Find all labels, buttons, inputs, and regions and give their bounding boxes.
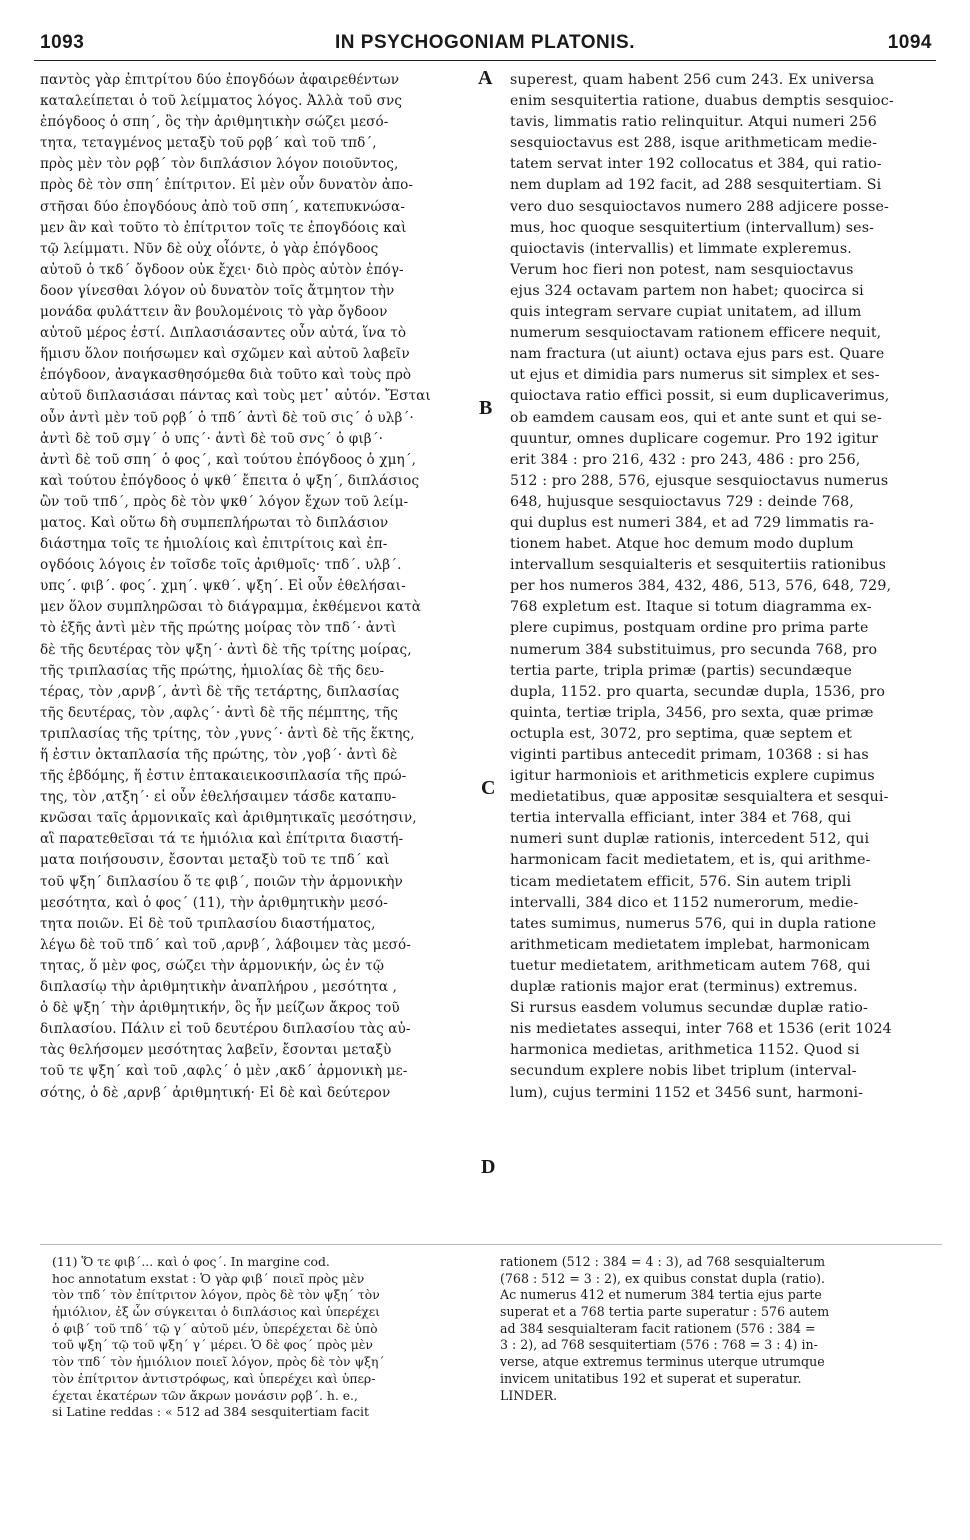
latin-text-line: harmonicam facit medietatem, et is, qui arithme- (510, 852, 871, 869)
footnote-line: si Latine reddas : « 512 ad 384 sesquitertiam facit (52, 1404, 369, 1420)
greek-text-line: αἳ παρατεθεῖσαι τά τε ἡμιόλια καὶ ἐπίτριτα διαστή- (40, 831, 404, 848)
latin-text-line: quuntur, omnes duplicare cogemur. Pro 192 igitur (510, 430, 879, 447)
latin-text-line: nam fractura (ut aiunt) octava ejus pars est. Quare (510, 346, 885, 363)
latin-text-line: secundum explere nobis libet triplum (interval- (510, 1063, 857, 1080)
latin-text-line: harmonica medietas, arithmetica 1152. Quod si (510, 1042, 860, 1059)
latin-text-line: numeri sunt duplæ rationis, intercedent 512, qui (510, 831, 870, 848)
latin-text-line: superest, quam habent 256 cum 243. Ex universa (510, 72, 875, 88)
footnote-line: τοῦ ψξη΄ τῷ τοῦ ψξη΄ γ΄ μέρει. Ὁ δὲ φος΄ πρὸς μὲν (52, 1337, 373, 1353)
footnote-line: τὸν ἐπίτριτον ἀντιστρόφως, καὶ ὑπερέχει καὶ ὑπερ- (52, 1370, 376, 1386)
latin-text-line: numerum sesquioctavam rationem efficere nequit, (510, 325, 882, 342)
greek-text-line: τοῦ τε ψξη΄ καὶ τοῦ ,αφλς΄ ὁ μὲν ,ακδ΄ ἁρμονικὴ με- (40, 1063, 408, 1080)
footnote-line: verse, atque extremus terminus uterque utrumque (500, 1354, 825, 1370)
footnote-line: ad 384 sesquialteram facit rationem (576 : 384 = (500, 1320, 816, 1336)
running-title: IN PSYCHOGONIAM PLATONIS. (335, 32, 635, 53)
latin-text-line: arithmeticam medietatem implebat, harmonicam (510, 936, 870, 953)
latin-text-line: quis integram servare cupiat unitatem, ad illum (510, 304, 862, 321)
latin-text-line: 512 : pro 288, 576, ejusque sesquioctavus numerus (510, 472, 889, 489)
greek-text-line: διπλασίου. Πάλιν εἰ τοῦ δευτέρου διπλασίου τὰς αὐ- (40, 1021, 411, 1038)
latin-text-line: tavis, limmatis ratio relinquitur. Atqui numeri 256 (510, 114, 877, 131)
greek-text-line: τητας, ὅ μὲν φος, σώζει τὴν ἁρμονικήν, ὡς ἐν τῷ (40, 957, 385, 974)
latin-text-line: mus, hoc quoque sesquitertium (intervallum) ses- (510, 219, 875, 236)
greek-text-line: αὐτοῦ ὁ τκδ΄ ὄγδοον οὐκ ἔχει· διὸ πρὸς αὐτὸν ἐπόγ- (40, 261, 404, 278)
greek-text-line: τητα, τεταγμένος μεταξὺ τοῦ ρϙβ΄ καὶ τοῦ τπδ΄, (40, 135, 377, 152)
greek-text-line: ἐπόγδοον, ἀναγκασθησόμεθα διὰ τοῦτο καὶ τοὺς πρὸ (40, 367, 412, 384)
greek-text-line: τῆς ἑβδόμης, ἥ ἐστιν ἑπτακαιεικοσιπλασία τῆς πρώ- (40, 768, 407, 785)
latin-text-line: nem duplam ad 192 facit, ad 288 sesquitertiam. Si (510, 177, 882, 194)
latin-text-line: plere cupimus, postquam ordine pro prima parte (510, 620, 869, 637)
greek-text-line: μεν ἂν καὶ τοῦτο τὸ ἐπίτριτον τοῖς τε ἐπογδόοις καὶ (40, 219, 407, 236)
greek-text-line: πρὸς μὲν τὸν ρϙβ΄ τὸν διπλάσιον λόγον ποιοῦντος, (40, 156, 399, 173)
latin-text-line: 648, hujusque sesquioctavus 729 : deinde 768, (510, 493, 854, 510)
latin-text-line: dupla, 1152. pro quarta, secundæ dupla, 1536, pro (510, 683, 886, 700)
latin-text-line: ticam medietatem efficit, 576. Sin autem tripli (510, 873, 852, 890)
greek-text-line: ματος. Καὶ οὕτω δὴ συμπεπλήρωται τὸ διπλάσιον (40, 514, 389, 531)
latin-text-column (510, 70, 942, 1104)
footnote-line: superat et a 768 tertia parte superatur : 576 autem (500, 1304, 830, 1320)
latin-text-line: qui duplus est numeri 384, et ad 729 limmatis ra- (510, 514, 875, 531)
latin-text-line: tatem servat inter 192 collocatus et 384, qui ratio- (510, 156, 882, 173)
greek-text-line: τριπλασίας τῆς τρίτης, τὸν ,γυνς΄· ἀντὶ δὲ τῆς ἕκτης, (40, 725, 415, 742)
latin-text-line: viginti partibus antecedit primam, 10368 : si has (510, 747, 869, 763)
footnote-line: (11) Ὅ τε φιβ΄... καὶ ὁ φος΄. In margine cod. (52, 1254, 330, 1269)
greek-text-line: σότης, ὁ δὲ ,αρνβ΄ ἀριθμητική· Εἰ δὲ καὶ δεύτερον (40, 1084, 391, 1101)
footnote-latin-column (500, 1254, 940, 1404)
greek-text-line: πρὸς δὲ τὸν σπη΄ ἐπίτριτον. Εἰ μὲν οὖν δυνατὸν ἀπο- (40, 177, 414, 194)
running-header (34, 30, 936, 61)
footnote-line: hoc annotatum exstat : Ὁ γὰρ φιβ΄ ποιεῖ πρὸς μὲν (52, 1270, 365, 1286)
greek-text-line: καὶ τούτου ἐπόγδοος ὁ ψκθ΄ ἔπειτα ὁ ψξη΄, διπλάσιος (40, 472, 420, 489)
greek-text-line: τητα ποιῶν. Εἰ δὲ τοῦ τριπλασίου διαστήματος, (40, 915, 376, 932)
latin-text-line: tionem habet. Atque hoc demum modo duplum (510, 536, 854, 553)
latin-text-line: tertia intervalla efficiant, inter 384 et 768, qui (510, 810, 852, 827)
footnote-greek-column (52, 1254, 492, 1421)
latin-text-line: Verum hoc fieri non potest, nam sesquioctavus (510, 261, 854, 278)
footnote-line: rationem (512 : 384 = 4 : 3), ad 768 sesquialterum (500, 1254, 826, 1269)
latin-text-line: duplæ rationis major erat (terminus) extremus. (510, 979, 858, 996)
page-number-left: 1093 (40, 32, 85, 53)
latin-text-line: erit 384 : pro 216, 432 : pro 243, 486 : pro 256, (510, 451, 861, 468)
latin-text-line: ut ejus et dimidia pars numerus sit simplex et ses- (510, 367, 880, 384)
latin-text-line: quinta, tertiæ tripla, 3456, pro sexta, quæ primæ (510, 704, 874, 721)
greek-text-line: υπς΄. φιβ΄. φος΄. χμη΄. ψκθ΄. ψξη΄. Εἰ οὖν ἐθελήσαι- (40, 578, 406, 595)
latin-text-line: igitur harmoniois et arithmeticis explere cupimus (510, 768, 875, 785)
greek-text-line: ματα ποιήσουσιν, ἔσονται μεταξὺ τοῦ τε τπδ΄ καὶ (40, 852, 390, 869)
margin-letter-b: B (479, 397, 493, 419)
footnote-divider (40, 1244, 942, 1245)
latin-text-line: vero duo sesquioctavos numero 288 adjicere posse- (510, 198, 890, 215)
greek-text-line: τῷ λείμματι. Νῦν δὲ οὐχ οἷόντε, ὁ γὰρ ἐπόγδοος (40, 240, 379, 257)
greek-text-line: κνῶσαι ταῖς ἁρμονικαῖς καὶ ἀριθμητικαῖς μεσότησιν, (40, 810, 417, 827)
greek-text-line: ογδόοις λόγοις ἐν τοῖσδε τοῖς ἀριθμοῖς· τπδ΄. υλβ΄. (40, 557, 402, 574)
greek-text-line: στῆσαι δύο ἐπογδόους ἀπὸ τοῦ σπη΄, κατεπυκνώσα- (40, 198, 406, 215)
latin-text-line: 768 expletum est. Itaque si totum diagramma ex- (510, 599, 872, 616)
greek-text-line: τοῦ ψξη΄ διπλασίου ὅ τε φιβ΄, ποιῶν τὴν ἁρμονικὴν (40, 873, 403, 890)
latin-text-line: ejus 324 octavam partem non habet; quocirca si (510, 282, 864, 299)
latin-text-line: Si rursus easdem volumus secundæ duplæ ratio- (510, 1000, 868, 1017)
greek-text-line: ὁ δὲ ψξη΄ τὴν ἀριθμητικήν, ὃς ἦν μείζων ἄκρος τοῦ (40, 1000, 400, 1017)
latin-text-line: medietatibus, quæ appositæ sesquialtera et sesqui- (510, 789, 889, 806)
latin-text-line: lum), cujus termini 1152 et 3456 sunt, harmoni- (510, 1084, 864, 1101)
greek-text-column (40, 70, 480, 1104)
margin-letter-c: C (481, 777, 496, 799)
greek-text-line: τέρας, τὸν ,αρνβ΄, ἀντὶ δὲ τῆς τετάρτης, διπλασίας (40, 683, 400, 700)
footnote-line: 3 : 2), ad 768 sesquitertiam (576 : 768 = 3 : 4) in- (500, 1337, 818, 1353)
greek-text-line: τῆς τριπλασίας τῆς πρώτης, ἡμιολίας δὲ τῆς δευ- (40, 662, 385, 679)
greek-text-line: δοον γίνεσθαι λόγον οὐ δυνατὸν τοῖς ἄτμητον τὴν (40, 282, 395, 299)
greek-text-line: ἀντὶ δὲ τοῦ σμγ΄ ὁ υπς΄· ἀντὶ δὲ τοῦ σνς΄ ὁ φιβ΄· (40, 430, 384, 447)
greek-text-line: δὲ τῆς δευτέρας τὸν ψξη΄· ἀντὶ δὲ τῆς τρίτης μοίρας, (40, 641, 412, 658)
greek-text-line: ὢν τοῦ τπδ΄, πρὸς δὲ τὸν ψκθ΄ λόγον ἔχων τοῦ λείμ- (40, 493, 409, 510)
latin-text-line: enim sesquitertia ratione, duabus demptis sesquioc- (510, 93, 894, 110)
footnote-line: Ac numerus 412 et numerum 384 tertia ejus parte (500, 1287, 822, 1303)
greek-text-line: μονάδα φυλάττειν ἂν βουλομένοις τὸ γὰρ ὄγδοον (40, 304, 388, 321)
greek-text-line: μεν ὅλον συμπληρῶσαι τὸ διάγραμμα, ἐκθέμενοι κατὰ (40, 599, 422, 616)
greek-text-line: ἐπόγδοος ὁ σπη΄, ὃς τὴν ἀριθμητικὴν σώζει μεσό- (40, 114, 389, 131)
page-number-right: 1094 (887, 32, 932, 53)
greek-text-line: οὖν ἀντὶ μὲν τοῦ ρϙβ΄ ὁ τπδ΄ ἀντὶ δὲ τοῦ σις΄ ὁ υλβ΄· (40, 409, 414, 426)
latin-text-line: nis medietates assequi, inter 768 et 1536 (erit 1024 (510, 1021, 892, 1038)
footnote-line: LINDER. (500, 1387, 558, 1403)
greek-text-line: καταλείπεται ὁ τοῦ λείμματος λόγος. Ἀλλὰ τοῦ σνς (40, 93, 403, 110)
greek-text-line: παντὸς γὰρ ἐπιτρίτου δύο ἐπογδόων ἀφαιρεθέντων (40, 72, 400, 88)
latin-text-line: quioctavis (intervallis) et limmate expleremus. (510, 240, 852, 257)
greek-text-line: τὸ ἑξῆς ἀντὶ μὲν τῆς πρώτης μοίρας τὸν τπδ΄· ἀντὶ (40, 620, 397, 637)
greek-text-line: τῆς δευτέρας, τὸν ,αφλς΄· ἀντὶ δὲ τῆς πέμπτης, τῆς (40, 704, 399, 721)
greek-text-line: αὐτοῦ μέρος ἐστί. Διπλασιάσαντες οὖν αὐτά, ἵνα τὸ (40, 325, 407, 342)
greek-text-line: λέγω δὲ τοῦ τπδ΄ καὶ τοῦ ,αρνβ΄, λάβοιμεν τὰς μεσό- (40, 936, 412, 953)
greek-text-line: μεσότητα, καὶ ὁ φος΄ (11), τὴν ἀριθμητικὴν μεσό- (40, 894, 388, 911)
footnote-line: τὸν τπδ΄ τὸν ἐπίτριτον λόγον, πρὸς δὲ τὸν ψξη΄ τὸν (52, 1287, 380, 1303)
greek-text-line: διάστημα τοῖς τε ἡμιολίοις καὶ ἐπιτρίτοις καὶ ἐπ- (40, 536, 388, 553)
greek-text-line: ἀντὶ δὲ τοῦ σπη΄ ὁ φος΄, καὶ τούτου ἐπόγδοος ὁ χμη΄, (40, 451, 417, 468)
latin-text-line: tertia parte, tripla primæ (partis) secundæque (510, 662, 853, 679)
latin-text-line: tates sumimus, numerus 576, qui in dupla ratione (510, 915, 877, 932)
footnote-line: invicem unitatibus 192 et superat et superatur. (500, 1370, 802, 1386)
greek-text-line: αὐτοῦ διπλασιάσαι πάντας καὶ τοὺς μετ᾽ αὐτόν. Ἔσται (40, 388, 431, 405)
margin-letter-a: A (478, 67, 493, 89)
footnote-line: (768 : 512 = 3 : 2), ex quibus constat dupla (ratio). (500, 1270, 826, 1286)
footnote-line: ὁ φιβ΄ τοῦ τπδ΄ τῷ γ΄ αὐτοῦ μέν, ὑπερέχεται δὲ ὑπὸ (52, 1320, 378, 1336)
footnote-line: ἡμιόλιον, ἐξ ὧν σύγκειται ὁ διπλάσιος καὶ ὑπερέχει (52, 1304, 381, 1320)
latin-text-line: numerum 384 substituimus, pro secunda 768, pro (510, 641, 878, 658)
latin-text-line: per hos numeros 384, 432, 486, 513, 576, 648, 729, (510, 578, 892, 595)
latin-text-line: octupla est, 3072, pro septima, quæ septem et (510, 725, 853, 742)
latin-text-line: sesquioctavus est 288, isque arithmeticam medie- (510, 135, 878, 152)
latin-text-line: ob eamdem causam eos, qui et ante sunt et qui se- (510, 409, 882, 426)
greek-text-line: τὰς θελήσομεν μεσότητας λαβεῖν, ἔσονται μεταξὺ (40, 1042, 392, 1059)
greek-text-line: ἥμισυ ὅλον ποιήσωμεν καὶ σχῶμεν καὶ αὐτοῦ λαβεῖν (40, 346, 410, 363)
greek-text-line: ἥ ἐστιν ὀκταπλασία τῆς πρώτης, τὸν ,γοβ΄· ἀντὶ δὲ (40, 747, 398, 763)
footnote-line: έχεται ἑκατέρων τῶν ἄκρων μονάσιν ρϙβ΄. h. e., (52, 1387, 358, 1403)
greek-text-line: διπλασίῳ τὴν ἀριθμητικὴν ἀναπλήρου , μεσότητα , (40, 979, 398, 996)
margin-letter-d: D (481, 1156, 496, 1178)
latin-text-line: tuetur medietatem, arithmeticam autem 768, qui (510, 957, 871, 974)
footnote-line: τὸν τπδ΄ τὸν ἡμιόλιον ποιεῖ λόγον, πρὸς δὲ τὸν ψξη΄ (52, 1354, 385, 1370)
latin-text-line: intervallum sesquialteris et sesquitertiis rationibus (510, 557, 887, 574)
greek-text-line: της, τὸν ,ατξη΄· εἰ οὖν ἐθελήσαιμεν τάσδε καταπυ- (40, 789, 397, 806)
latin-text-line: quioctava ratio effici possit, si eum duplicaverimus, (510, 388, 890, 405)
latin-text-line: intervalli, 384 dico et 1152 numerorum, medie- (510, 894, 859, 911)
